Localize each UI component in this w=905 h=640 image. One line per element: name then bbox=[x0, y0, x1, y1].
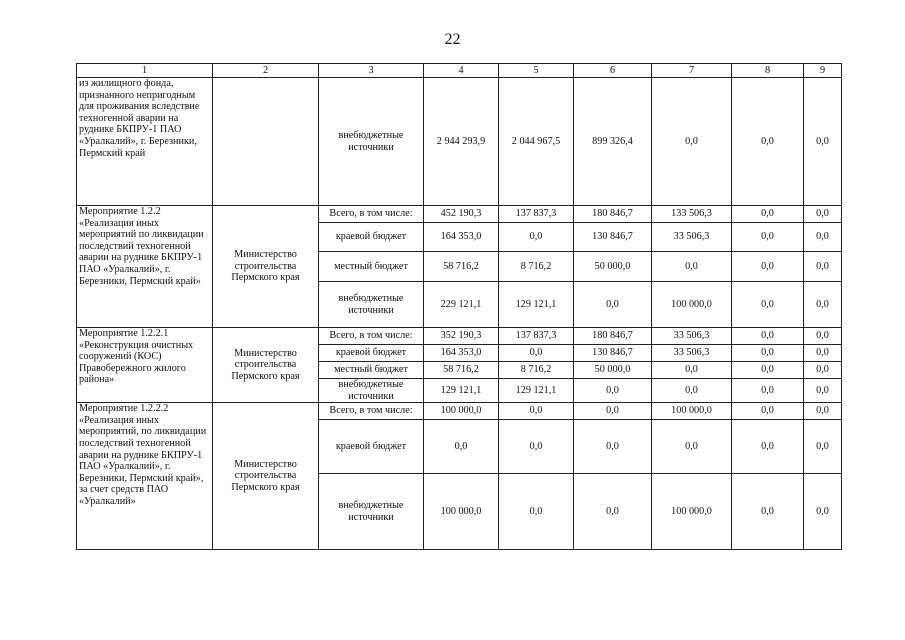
amount-cell: 0,0 bbox=[574, 403, 652, 420]
table-row bbox=[77, 78, 842, 206]
amount-cell: 133 506,3 bbox=[652, 206, 732, 223]
amount-cell: 137 837,3 bbox=[499, 328, 574, 345]
amount-cell: 33 506,3 bbox=[652, 223, 732, 252]
amount-cell: 0,0 bbox=[574, 282, 652, 328]
amount-cell: 0,0 bbox=[732, 403, 804, 420]
header-cell: 5 bbox=[499, 64, 574, 78]
amount-cell: 0,0 bbox=[732, 252, 804, 282]
amount-cell: 180 846,7 bbox=[574, 328, 652, 345]
amount-cell: 137 837,3 bbox=[499, 206, 574, 223]
amount-cell: 100 000,0 bbox=[652, 282, 732, 328]
amount-cell: 0,0 bbox=[652, 252, 732, 282]
amount-cell: 8 716,2 bbox=[499, 362, 574, 379]
amount-cell: 0,0 bbox=[804, 282, 842, 328]
amount-cell: 129 121,1 bbox=[424, 379, 499, 403]
funding-source-cell: Всего, в том числе: bbox=[319, 328, 424, 345]
amount-cell: 0,0 bbox=[652, 379, 732, 403]
funding-source-cell: краевой бюджет bbox=[319, 420, 424, 474]
amount-cell: 180 846,7 bbox=[574, 206, 652, 223]
amount-cell: 130 846,7 bbox=[574, 223, 652, 252]
amount-cell: 899 326,4 bbox=[574, 78, 652, 206]
amount-cell: 0,0 bbox=[804, 328, 842, 345]
amount-cell: 0,0 bbox=[804, 403, 842, 420]
funding-source-cell: внебюджетные источники bbox=[319, 474, 424, 550]
header-cell: 4 bbox=[424, 64, 499, 78]
executor-cell: Министерство строительства Пермского края bbox=[213, 206, 319, 328]
amount-cell: 33 506,3 bbox=[652, 345, 732, 362]
executor-cell bbox=[213, 78, 319, 206]
amount-cell: 0,0 bbox=[732, 379, 804, 403]
measure-name-cell: Мероприятие 1.2.2.2 «Реализация иных мероприятий, по ликвидации последствий техногенной аварии на руднике БКПРУ-1 ПАО «Уралкалий», г. Березники, Пермский край», за счет средств ПАО «Уралкалий» bbox=[77, 403, 213, 550]
amount-cell: 0,0 bbox=[732, 420, 804, 474]
amount-cell: 0,0 bbox=[574, 379, 652, 403]
amount-cell: 352 190,3 bbox=[424, 328, 499, 345]
amount-cell: 0,0 bbox=[499, 474, 574, 550]
amount-cell: 0,0 bbox=[732, 78, 804, 206]
amount-cell: 0,0 bbox=[499, 420, 574, 474]
amount-cell: 129 121,1 bbox=[499, 282, 574, 328]
amount-cell: 0,0 bbox=[652, 78, 732, 206]
amount-cell: 0,0 bbox=[804, 252, 842, 282]
amount-cell: 0,0 bbox=[732, 362, 804, 379]
amount-cell: 0,0 bbox=[804, 474, 842, 550]
amount-cell: 0,0 bbox=[732, 206, 804, 223]
amount-cell: 130 846,7 bbox=[574, 345, 652, 362]
amount-cell: 100 000,0 bbox=[424, 474, 499, 550]
table-row bbox=[77, 403, 842, 420]
amount-cell: 164 353,0 bbox=[424, 345, 499, 362]
executor-cell: Министерство строительства Пермского края bbox=[213, 328, 319, 403]
table-body bbox=[77, 64, 842, 550]
amount-cell: 0,0 bbox=[652, 362, 732, 379]
amount-cell: 0,0 bbox=[732, 282, 804, 328]
amount-cell: 0,0 bbox=[424, 420, 499, 474]
program-table bbox=[76, 63, 842, 550]
amount-cell: 33 506,3 bbox=[652, 328, 732, 345]
amount-cell: 2 944 293,9 bbox=[424, 78, 499, 206]
funding-source-cell: Всего, в том числе: bbox=[319, 206, 424, 223]
header-cell: 2 bbox=[213, 64, 319, 78]
amount-cell: 58 716,2 bbox=[424, 252, 499, 282]
amount-cell: 100 000,0 bbox=[652, 474, 732, 550]
amount-cell: 0,0 bbox=[652, 420, 732, 474]
amount-cell: 0,0 bbox=[499, 223, 574, 252]
header-cell: 1 bbox=[77, 64, 213, 78]
amount-cell: 0,0 bbox=[732, 474, 804, 550]
amount-cell: 0,0 bbox=[804, 345, 842, 362]
amount-cell: 0,0 bbox=[499, 345, 574, 362]
header-cell: 9 bbox=[804, 64, 842, 78]
amount-cell: 0,0 bbox=[732, 328, 804, 345]
amount-cell: 100 000,0 bbox=[424, 403, 499, 420]
amount-cell: 0,0 bbox=[804, 223, 842, 252]
amount-cell: 0,0 bbox=[732, 345, 804, 362]
funding-source-cell: Всего, в том числе: bbox=[319, 403, 424, 420]
amount-cell: 0,0 bbox=[732, 223, 804, 252]
amount-cell: 129 121,1 bbox=[499, 379, 574, 403]
amount-cell: 0,0 bbox=[499, 403, 574, 420]
funding-source-cell: внебюджетные источники bbox=[319, 78, 424, 206]
amount-cell: 0,0 bbox=[804, 78, 842, 206]
amount-cell: 8 716,2 bbox=[499, 252, 574, 282]
funding-source-cell: местный бюджет bbox=[319, 252, 424, 282]
amount-cell: 0,0 bbox=[804, 206, 842, 223]
header-cell: 3 bbox=[319, 64, 424, 78]
amount-cell: 50 000,0 bbox=[574, 362, 652, 379]
amount-cell: 2 044 967,5 bbox=[499, 78, 574, 206]
funding-source-cell: внебюджетные источники bbox=[319, 282, 424, 328]
header-row bbox=[77, 64, 842, 78]
measure-name-cell: Мероприятие 1.2.2.1 «Реконструкция очистных сооружений (КОС) Правобережного жилого района» bbox=[77, 328, 213, 403]
amount-cell: 452 190,3 bbox=[424, 206, 499, 223]
amount-cell: 164 353,0 bbox=[424, 223, 499, 252]
funding-source-cell: краевой бюджет bbox=[319, 223, 424, 252]
funding-source-cell: краевой бюджет bbox=[319, 345, 424, 362]
amount-cell: 50 000,0 bbox=[574, 252, 652, 282]
header-cell: 8 bbox=[732, 64, 804, 78]
amount-cell: 58 716,2 bbox=[424, 362, 499, 379]
executor-cell: Министерство строительства Пермского края bbox=[213, 403, 319, 550]
header-cell: 7 bbox=[652, 64, 732, 78]
table-row bbox=[77, 328, 842, 345]
amount-cell: 0,0 bbox=[804, 420, 842, 474]
amount-cell: 0,0 bbox=[574, 420, 652, 474]
amount-cell: 100 000,0 bbox=[652, 403, 732, 420]
amount-cell: 0,0 bbox=[574, 474, 652, 550]
table-row bbox=[77, 206, 842, 223]
amount-cell: 229 121,1 bbox=[424, 282, 499, 328]
amount-cell: 0,0 bbox=[804, 362, 842, 379]
amount-cell: 0,0 bbox=[804, 379, 842, 403]
funding-source-cell: местный бюджет bbox=[319, 362, 424, 379]
header-cell: 6 bbox=[574, 64, 652, 78]
funding-source-cell: внебюджетные источники bbox=[319, 379, 424, 403]
page-number: 22 bbox=[444, 31, 461, 48]
measure-name-cell: Мероприятие 1.2.2 «Реализация иных мероприятий по ликвидации последствий техногенной аварии на руднике БКПРУ-1 ПАО «Уралкалий», г. Березники, Пермский край» bbox=[77, 206, 213, 328]
measure-name-cell: из жилищного фонда, признанного непригодным для проживания вследствие техногенной аварии на руднике БКПРУ-1 ПАО «Уралкалий», г. Березники, Пермский край bbox=[77, 78, 213, 206]
